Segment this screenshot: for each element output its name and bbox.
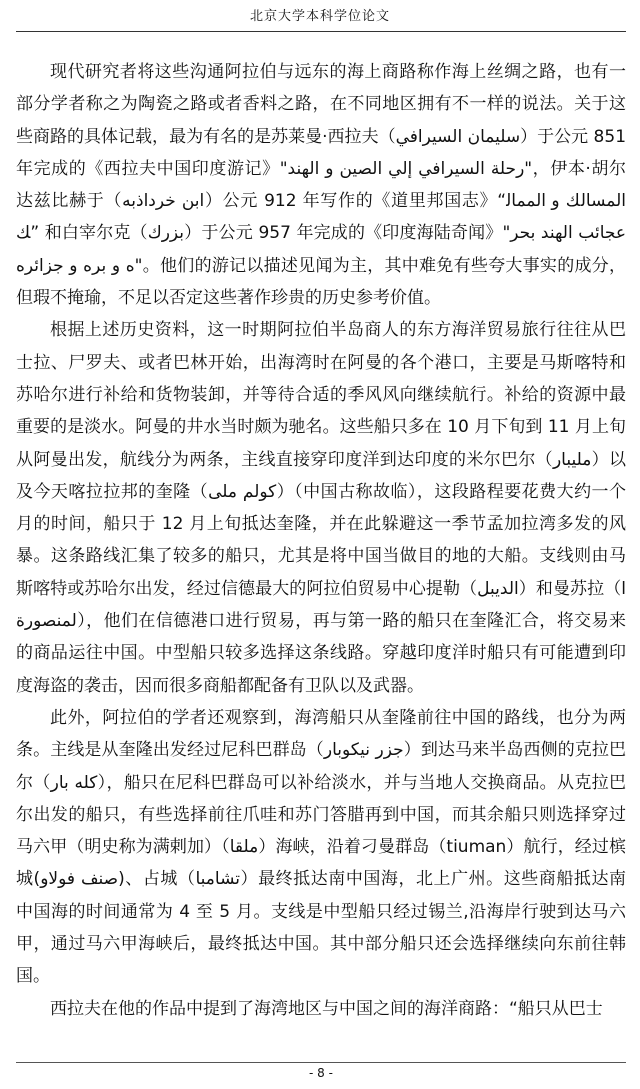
running-header: 北京大学本科学位论文 <box>249 9 390 24</box>
paragraph-siraf-quote: 西拉夫在他的作品中提到了海湾地区与中国之间的海洋商路：“船只从巴士 <box>50 998 603 1019</box>
header-divider <box>16 31 626 32</box>
paragraph-routes-to-china: 此外，阿拉伯的学者还观察到，海湾船只从奎隆前往中国的路线，也分为两条。主线是从奎隆出发经过尼科巴群岛（جزر نيكوبار）到达马来半岛西侧的克拉巴尔（كله بار），船只在尼科巴群岛可以补给淡水，并与当地人交换商品。从克拉巴尔出发的船只，有些选择前往爪哇和苏门答腊再到中国，而其余船只则选择穿过马六甲（明史称为满剌加）（ملقا）海峡，沿着刁曼群岛（tiuman）航行，经过槟城(صنف فولاو)、占城（تشامبا）最终抵达南中国海，北上广州。这些商船抵达南中国海的时间通常为 4 至 5 月。支线是中型船只经过锡兰,沿海岸行驶到达马六甲，通过马六甲海峡后，最终抵达中国。其中部分船只还会选择继续向东前往韩国。 <box>16 707 627 987</box>
document-body <box>16 56 626 1025</box>
paragraph-arabian-routes: 根据上述历史资料，这一时期阿拉伯半岛商人的东方海洋贸易旅行往往从巴士拉、尸罗夫、或者巴林开始，出海湾时在阿曼的各个港口，主要是马斯喀特和苏哈尔进行补给和货物装卸，并等待合适的季风风向继续航行。补给的资源中最重要的是淡水。阿曼的井水当时颇为驰名。这些船只多在 10 月下旬到 11 月上旬从阿曼出发，航线分为两条，主线直接穿印度洋到达印度的米尔巴尔（مليبار）以及今天喀拉拉邦的奎隆（كولم ملى）（中国古称故临），这段路程要花费大约一个月的时间，船只于 12 月上旬抵达奎隆，并在此躲避这一季节孟加拉湾多发的风暴。这条路线汇集了较多的船只，尤其是将中国当做目的地的大船。支线则由马斯喀特或苏哈尔出发，经过信德最大的阿拉伯贸易中心提勒（الديبل）和曼苏拉（المنصورة），他们在信德港口进行贸易，再与第一路的船只在奎隆汇合，将交易来的商品运往中国。中型船只较多选择这条线路。穿越印度洋时船只有可能遭到印度海盗的袭击，因而很多商船都配备有卫队以及武器。 <box>16 320 627 696</box>
paragraph-maritime-silk-road: 现代研究者将这些沟通阿拉伯与远东的海上商路称作海上丝绸之路，也有一部分学者称之为陶瓷之路或者香料之路，在不同地区拥有不一样的说法。关于这些商路的具体记载，最为有名的是苏莱曼·西拉夫（سليمان السيرافي）于公元 851 年完成的《西拉夫中国印度游记》"رحلة السيرافي إلي الصين و الهند"，伊本·胡尔达兹比赫于（ابن خرداذبه）公元 912 年写作的《道里邦国志》“المسالك و الممالك” 和白宰尔克（بزرك）于公元 957 年完成的《印度海陆奇闻》"عجائب الهند بحره و بره و جزائره"。他们的游记以描述见闻为主，其中难免有些夸大事实的成分，但瑕不掩瑜，不足以否定这些著作珍贵的历史参考价值。 <box>16 62 627 309</box>
page-number: - 8 - <box>16 1062 626 1081</box>
